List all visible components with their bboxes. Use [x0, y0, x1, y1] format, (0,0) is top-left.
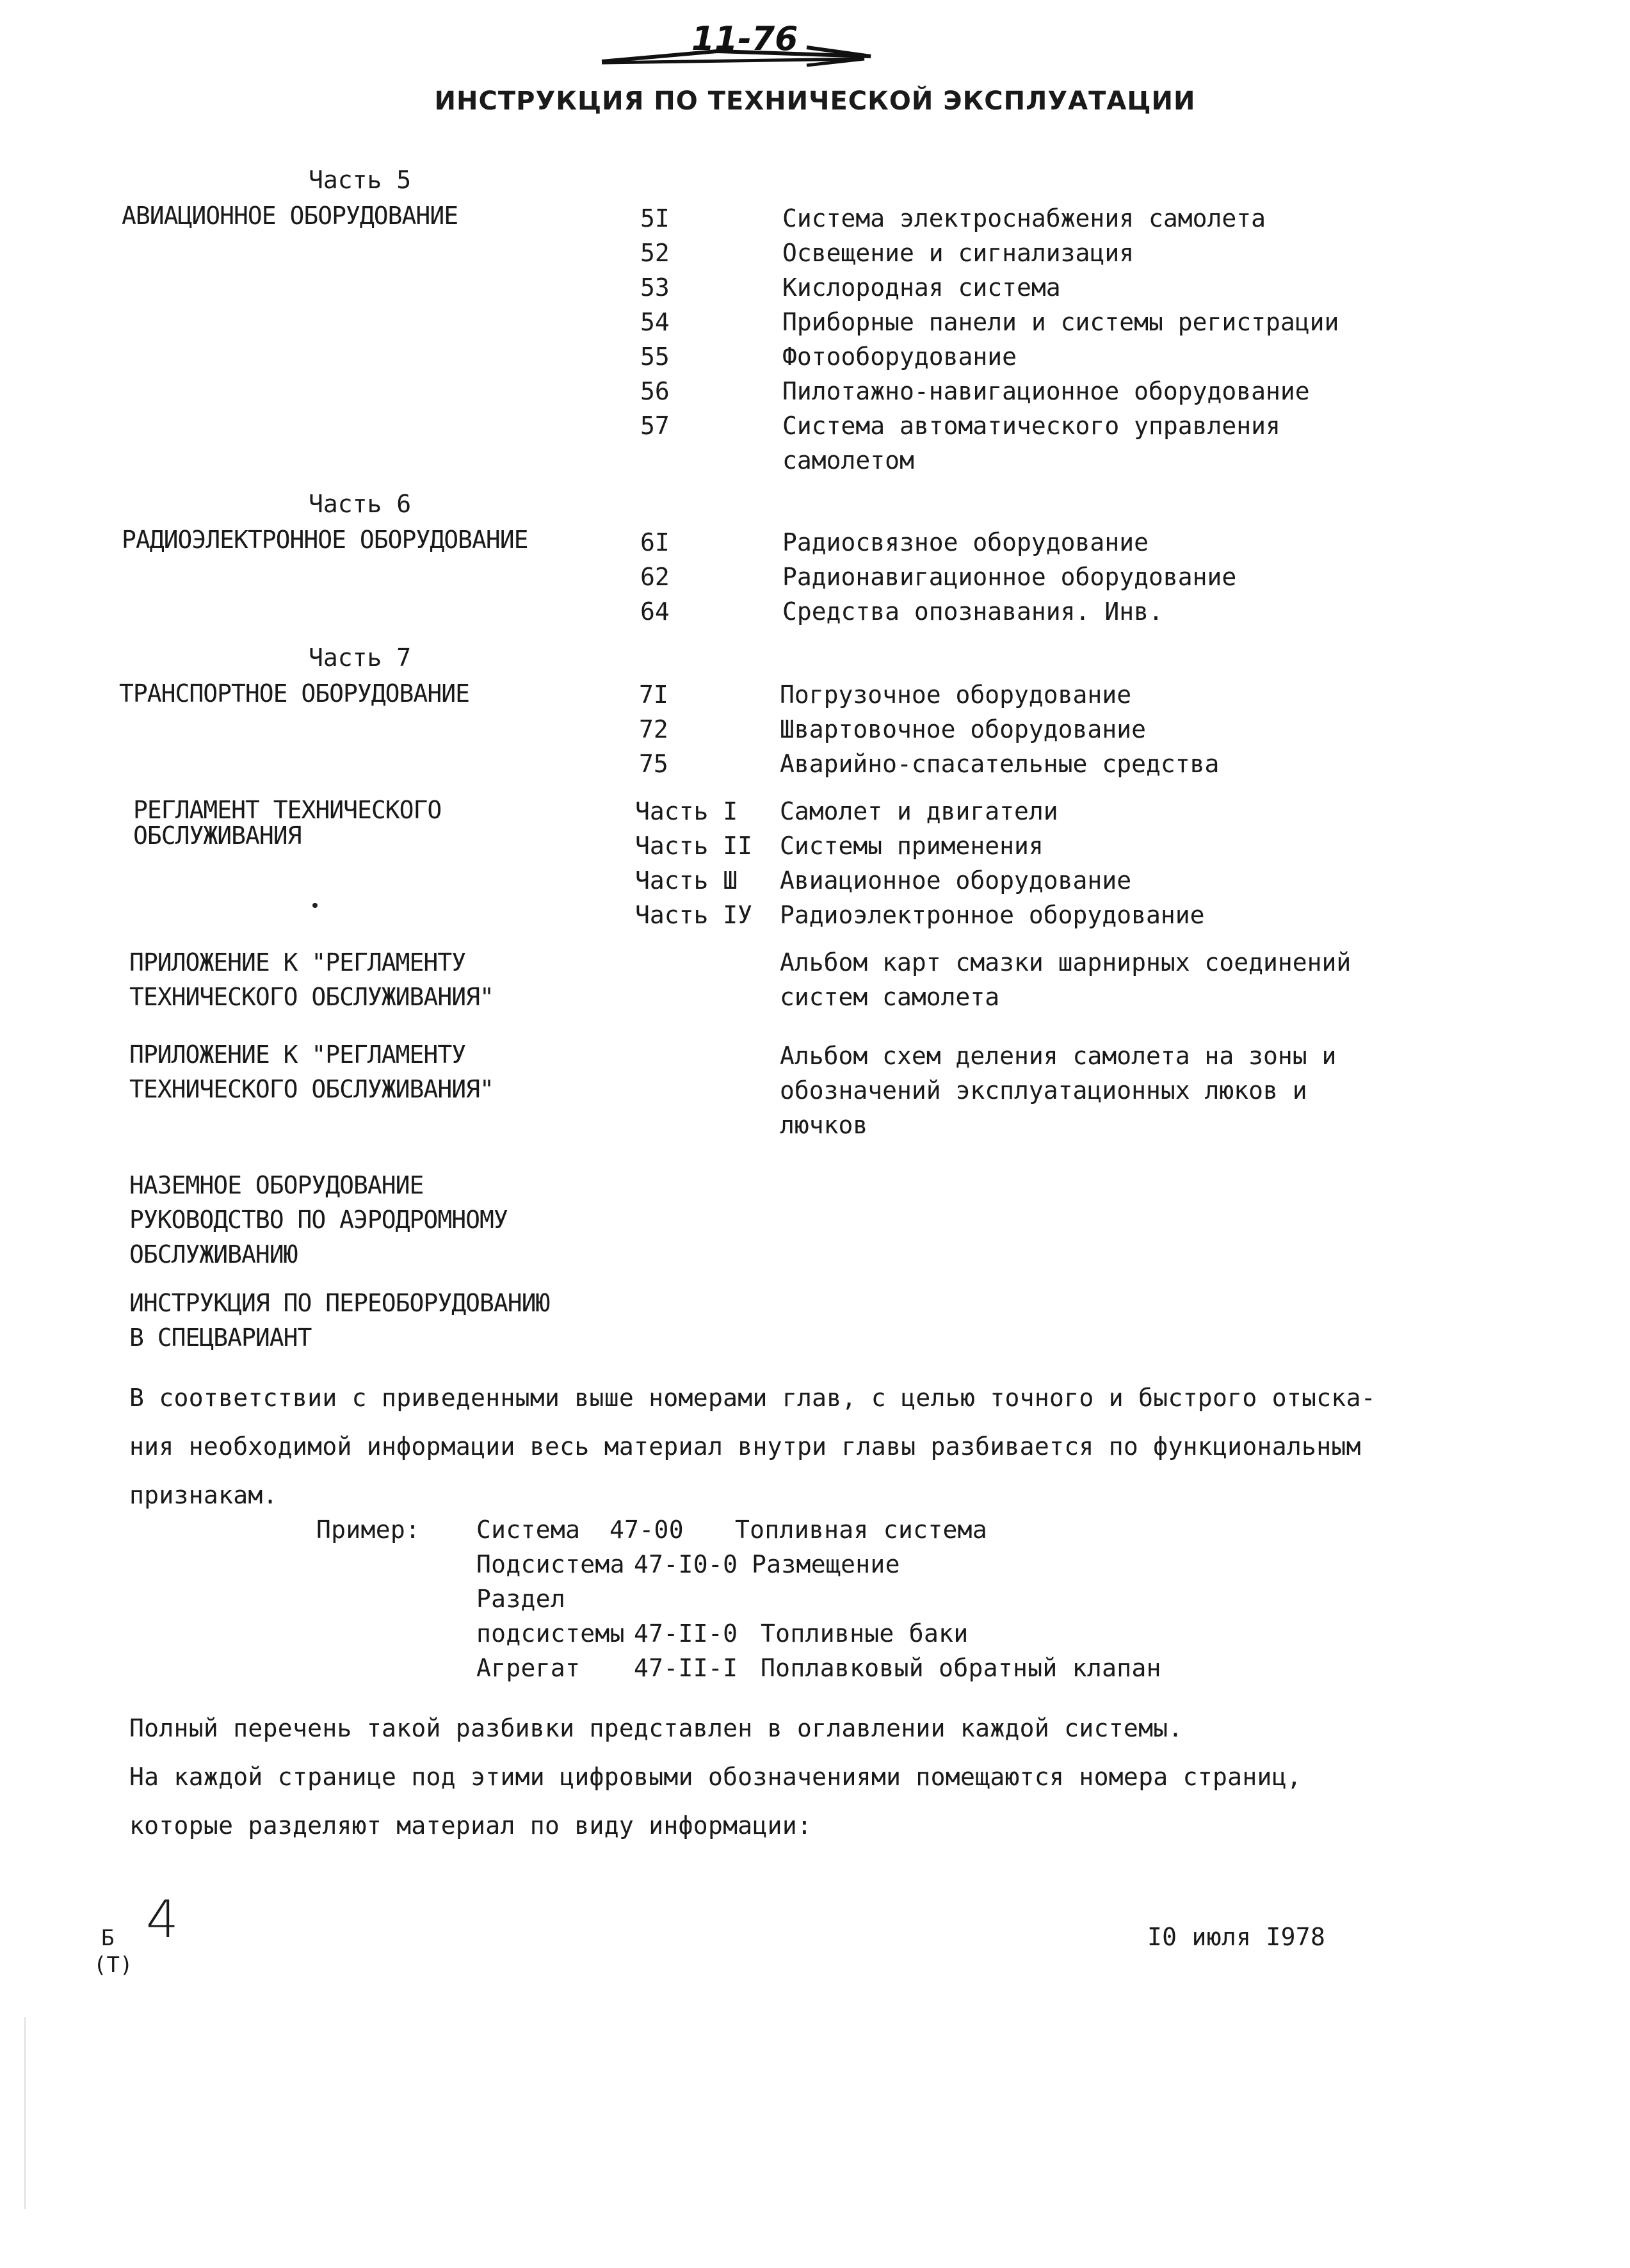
part-5-name: АВИАЦИОННОЕ ОБОРУДОВАНИЕ	[122, 202, 458, 230]
chapter-number: 6I	[640, 528, 670, 556]
appendix2-desc-line3: лючков	[780, 1111, 868, 1139]
part-5-label: Часть 5	[309, 166, 412, 194]
reglament-part-title: Радиоэлектронное оборудование	[780, 901, 1205, 929]
reglament-part-number: Часть II	[635, 832, 753, 860]
stray-dot	[312, 903, 318, 908]
chapter-title: Освещение и сигнализация	[782, 239, 1134, 267]
example-code: 47-I0-0	[634, 1550, 738, 1578]
paragraph1-line2: ния необходимой информации весь материал внутри главы разбивается по функциональным	[129, 1432, 1361, 1461]
example-term: Подсистема	[476, 1550, 625, 1578]
chapter-title-continued: самолетом	[782, 446, 914, 474]
paragraph2-line3: которые разделяют материал по виду информации:	[129, 1811, 812, 1840]
conversion-line2: В СПЕЦВАРИАНТ	[129, 1324, 312, 1352]
paragraph2-line2: На каждой странице под этими цифровыми обозначениями помещаются номера страниц,	[129, 1763, 1302, 1791]
ground-line3: ОБСЛУЖИВАНИЮ	[129, 1240, 298, 1268]
chapter-number: 52	[640, 239, 670, 267]
part-6-name: РАДИОЭЛЕКТРОННОЕ ОБОРУДОВАНИЕ	[122, 526, 528, 554]
part-7-name: ТРАНСПОРТНОЕ ОБОРУДОВАНИЕ	[119, 679, 469, 708]
chapter-number: 72	[639, 715, 668, 743]
stamp-text: 11-76	[691, 24, 798, 58]
conversion-line1: ИНСТРУКЦИЯ ПО ПЕРЕОБОРУДОВАНИЮ	[129, 1289, 550, 1317]
reglament-part-title: Самолет и двигатели	[780, 797, 1058, 825]
page-code-top: Б	[101, 1925, 115, 1951]
paragraph1-line1: В соответствии с приведенными выше номерами глав, с целью точного и быстрого отыска-	[129, 1384, 1376, 1412]
chapter-title: Погрузочное оборудование	[780, 681, 1132, 709]
chapter-title: Средства опознавания. Инв.	[782, 597, 1163, 626]
chapter-number: 57	[640, 412, 670, 440]
chapter-title: Радиосвязное оборудование	[782, 528, 1149, 556]
chapter-number: 5I	[640, 204, 670, 232]
footer-date: I0 июля I978	[1147, 1923, 1326, 1951]
example-desc: Размещение	[752, 1550, 900, 1578]
chapter-number: 7I	[639, 681, 668, 709]
chapter-number: 62	[640, 563, 670, 591]
paragraph1-line3: признакам.	[129, 1481, 278, 1509]
chapter-title: Швартовочное оборудование	[780, 715, 1146, 743]
example-code: 47-00	[609, 1516, 684, 1544]
appendix1-desc-line1: Альбом карт смазки шарнирных соединений	[780, 948, 1352, 976]
appendix1-line1: ПРИЛОЖЕНИЕ К "РЕГЛАМЕНТУ	[129, 948, 466, 976]
example-label: Пример:	[316, 1516, 421, 1544]
page-code-bottom: (Т)	[93, 1952, 133, 1978]
chapter-number: 55	[640, 343, 670, 371]
chapter-title: Радионавигационное оборудование	[782, 563, 1237, 591]
reglament-part-number: Часть I	[635, 797, 738, 825]
example-desc: Поплавковый обратный клапан	[761, 1654, 1161, 1682]
page-title: ИНСТРУКЦИЯ ПО ТЕХНИЧЕСКОЙ ЭКСПЛУАТАЦИИ	[434, 86, 1196, 116]
example-term: подсистемы	[476, 1619, 625, 1648]
stamp-drawing	[595, 24, 877, 69]
stamp-logo	[595, 24, 877, 69]
example-code: 47-II-0	[634, 1619, 738, 1648]
example-term: Раздел	[476, 1585, 566, 1613]
chapter-title: Кислородная система	[782, 273, 1061, 302]
part-6-label: Часть 6	[309, 490, 412, 518]
handwritten-page-number: 4	[146, 1890, 179, 1949]
example-term: Агрегат	[476, 1654, 581, 1682]
example-desc: Топливная система	[735, 1516, 988, 1544]
chapter-number: 54	[640, 308, 670, 336]
paragraph2-line1: Полный перечень такой разбивки представлен в оглавлении каждой системы.	[129, 1714, 1183, 1742]
chapter-title: Пилотажно-навигационное оборудование	[782, 377, 1310, 405]
chapter-title: Система электроснабжения самолета	[782, 204, 1266, 232]
chapter-title: Фотооборудование	[782, 343, 1017, 371]
appendix1-line2: ТЕХНИЧЕСКОГО ОБСЛУЖИВАНИЯ"	[129, 983, 494, 1011]
chapter-title: Система автоматического управления	[782, 412, 1280, 440]
appendix2-desc-line2: обозначений эксплуатационных люков и	[780, 1076, 1307, 1105]
reglament-part-number: Часть Ш	[635, 866, 738, 895]
appendix1-desc-line2: систем самолета	[780, 983, 1000, 1011]
example-term: Система	[476, 1516, 581, 1544]
chapter-number: 53	[640, 273, 670, 302]
part-7-label: Часть 7	[309, 644, 412, 672]
ground-line2: РУКОВОДСТВО ПО АЭРОДРОМНОМУ	[129, 1206, 508, 1234]
scan-margin-line	[24, 2017, 26, 2209]
reglament-name-line1: РЕГЛАМЕНТ ТЕХНИЧЕСКОГО	[133, 796, 442, 824]
reglament-name-line2: ОБСЛУЖИВАНИЯ	[133, 822, 302, 850]
reglament-part-number: Часть IУ	[635, 901, 753, 929]
chapter-title: Приборные панели и системы регистрации	[782, 308, 1339, 336]
example-code: 47-II-I	[634, 1654, 738, 1682]
appendix2-line2: ТЕХНИЧЕСКОГО ОБСЛУЖИВАНИЯ"	[129, 1075, 494, 1103]
chapter-number: 75	[639, 750, 668, 778]
reglament-part-title: Авиационное оборудование	[780, 866, 1132, 895]
appendix2-line1: ПРИЛОЖЕНИЕ К "РЕГЛАМЕНТУ	[129, 1041, 466, 1069]
reglament-part-title: Системы применения	[780, 832, 1044, 860]
chapter-title: Аварийно-спасательные средства	[780, 750, 1220, 778]
ground-line1: НАЗЕМНОЕ ОБОРУДОВАНИЕ	[129, 1171, 424, 1199]
chapter-number: 64	[640, 597, 670, 626]
example-desc: Топливные баки	[761, 1619, 969, 1648]
chapter-number: 56	[640, 377, 670, 405]
appendix2-desc-line1: Альбом схем деления самолета на зоны и	[780, 1042, 1337, 1070]
